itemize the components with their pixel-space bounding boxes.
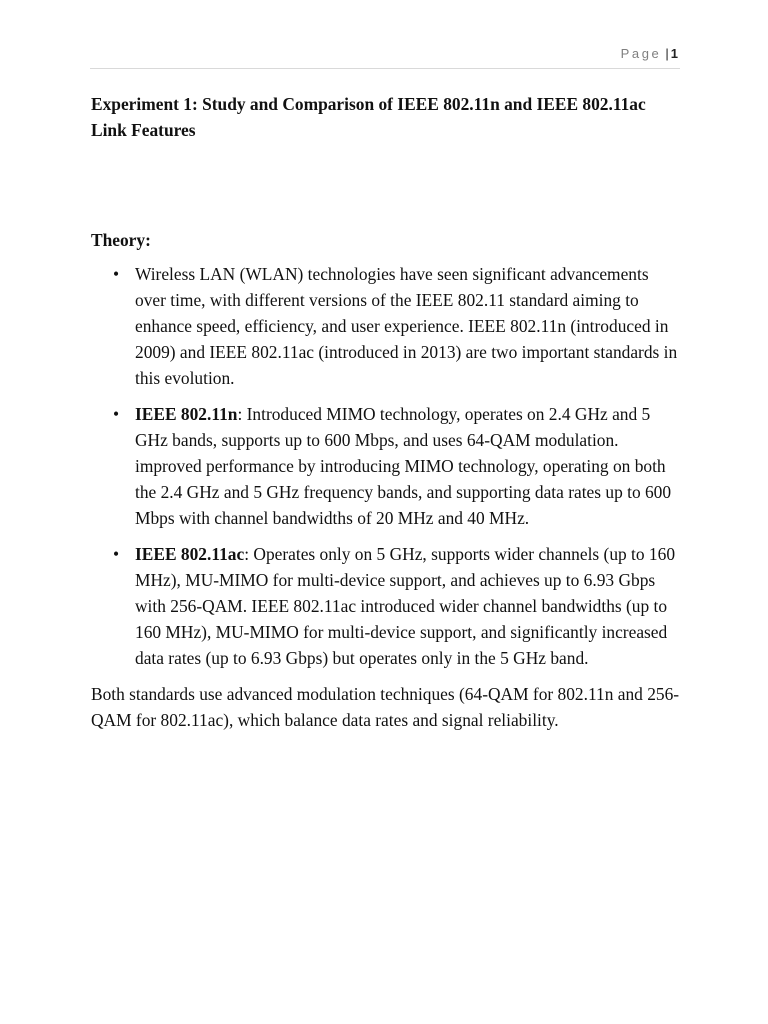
document-body bbox=[91, 91, 681, 733]
bullet-text: : Operates only on 5 GHz, supports wider channels (up to 160 MHz), MU-MIMO for multi-device support, and achieves up to 6.93 Gbps with 256-QAM. IEEE 802.11ac introduced wider channel bandwidths (up to 160 MHz), MU-MIMO for multi-device support, and significantly increased data rates (up to 6.93 Gbps) but operates only in the 5 GHz band. bbox=[135, 544, 676, 668]
bullet-lead-term: IEEE 802.11n bbox=[135, 404, 238, 424]
bullet-text: : Introduced MIMO technology, operates on 2.4 GHz and 5 GHz bands, supports up to 600 Mbps, and uses 64-QAM modulation. improved performance by introducing MIMO technology, operating on both the 2.4 GHz and 5 GHz frequency bands, and supporting data rates up to 600 Mbps with channel bandwidths of 20 MHz and 40 MHz. bbox=[135, 404, 672, 528]
bullet-item-80211n bbox=[91, 401, 681, 531]
summary-paragraph: Both standards use advanced modulation techniques (64-QAM for 802.11n and 256-QAM for 802.11ac), which balance data rates and signal reliability. bbox=[91, 684, 680, 730]
bullet-text: Wireless LAN (WLAN) technologies have seen significant advancements over time, with different versions of the IEEE 802.11 standard aiming to enhance speed, efficiency, and user experience. IEEE 802.11n (introduced in 2009) and IEEE 802.11ac (introduced in 2013) are two important standards in this evolution. bbox=[135, 264, 678, 388]
theory-bullet-list bbox=[91, 261, 681, 671]
header-divider bbox=[90, 68, 680, 69]
bullet-item-wlan-intro bbox=[91, 261, 681, 391]
page-separator: | bbox=[665, 46, 669, 61]
bullet-marker: • bbox=[113, 264, 120, 284]
theory-heading: Theory: bbox=[91, 230, 151, 250]
page-number: 1 bbox=[670, 46, 678, 61]
bullet-lead-term: IEEE 802.11ac bbox=[135, 544, 245, 564]
page-label: Page bbox=[620, 46, 662, 61]
bullet-marker: • bbox=[113, 544, 120, 564]
bullet-marker: • bbox=[113, 404, 120, 424]
document-title: Experiment 1: Study and Comparison of IEEE 802.11n and IEEE 802.11ac Link Features bbox=[91, 94, 646, 140]
bullet-item-80211ac bbox=[91, 541, 681, 671]
page-header bbox=[621, 46, 678, 61]
